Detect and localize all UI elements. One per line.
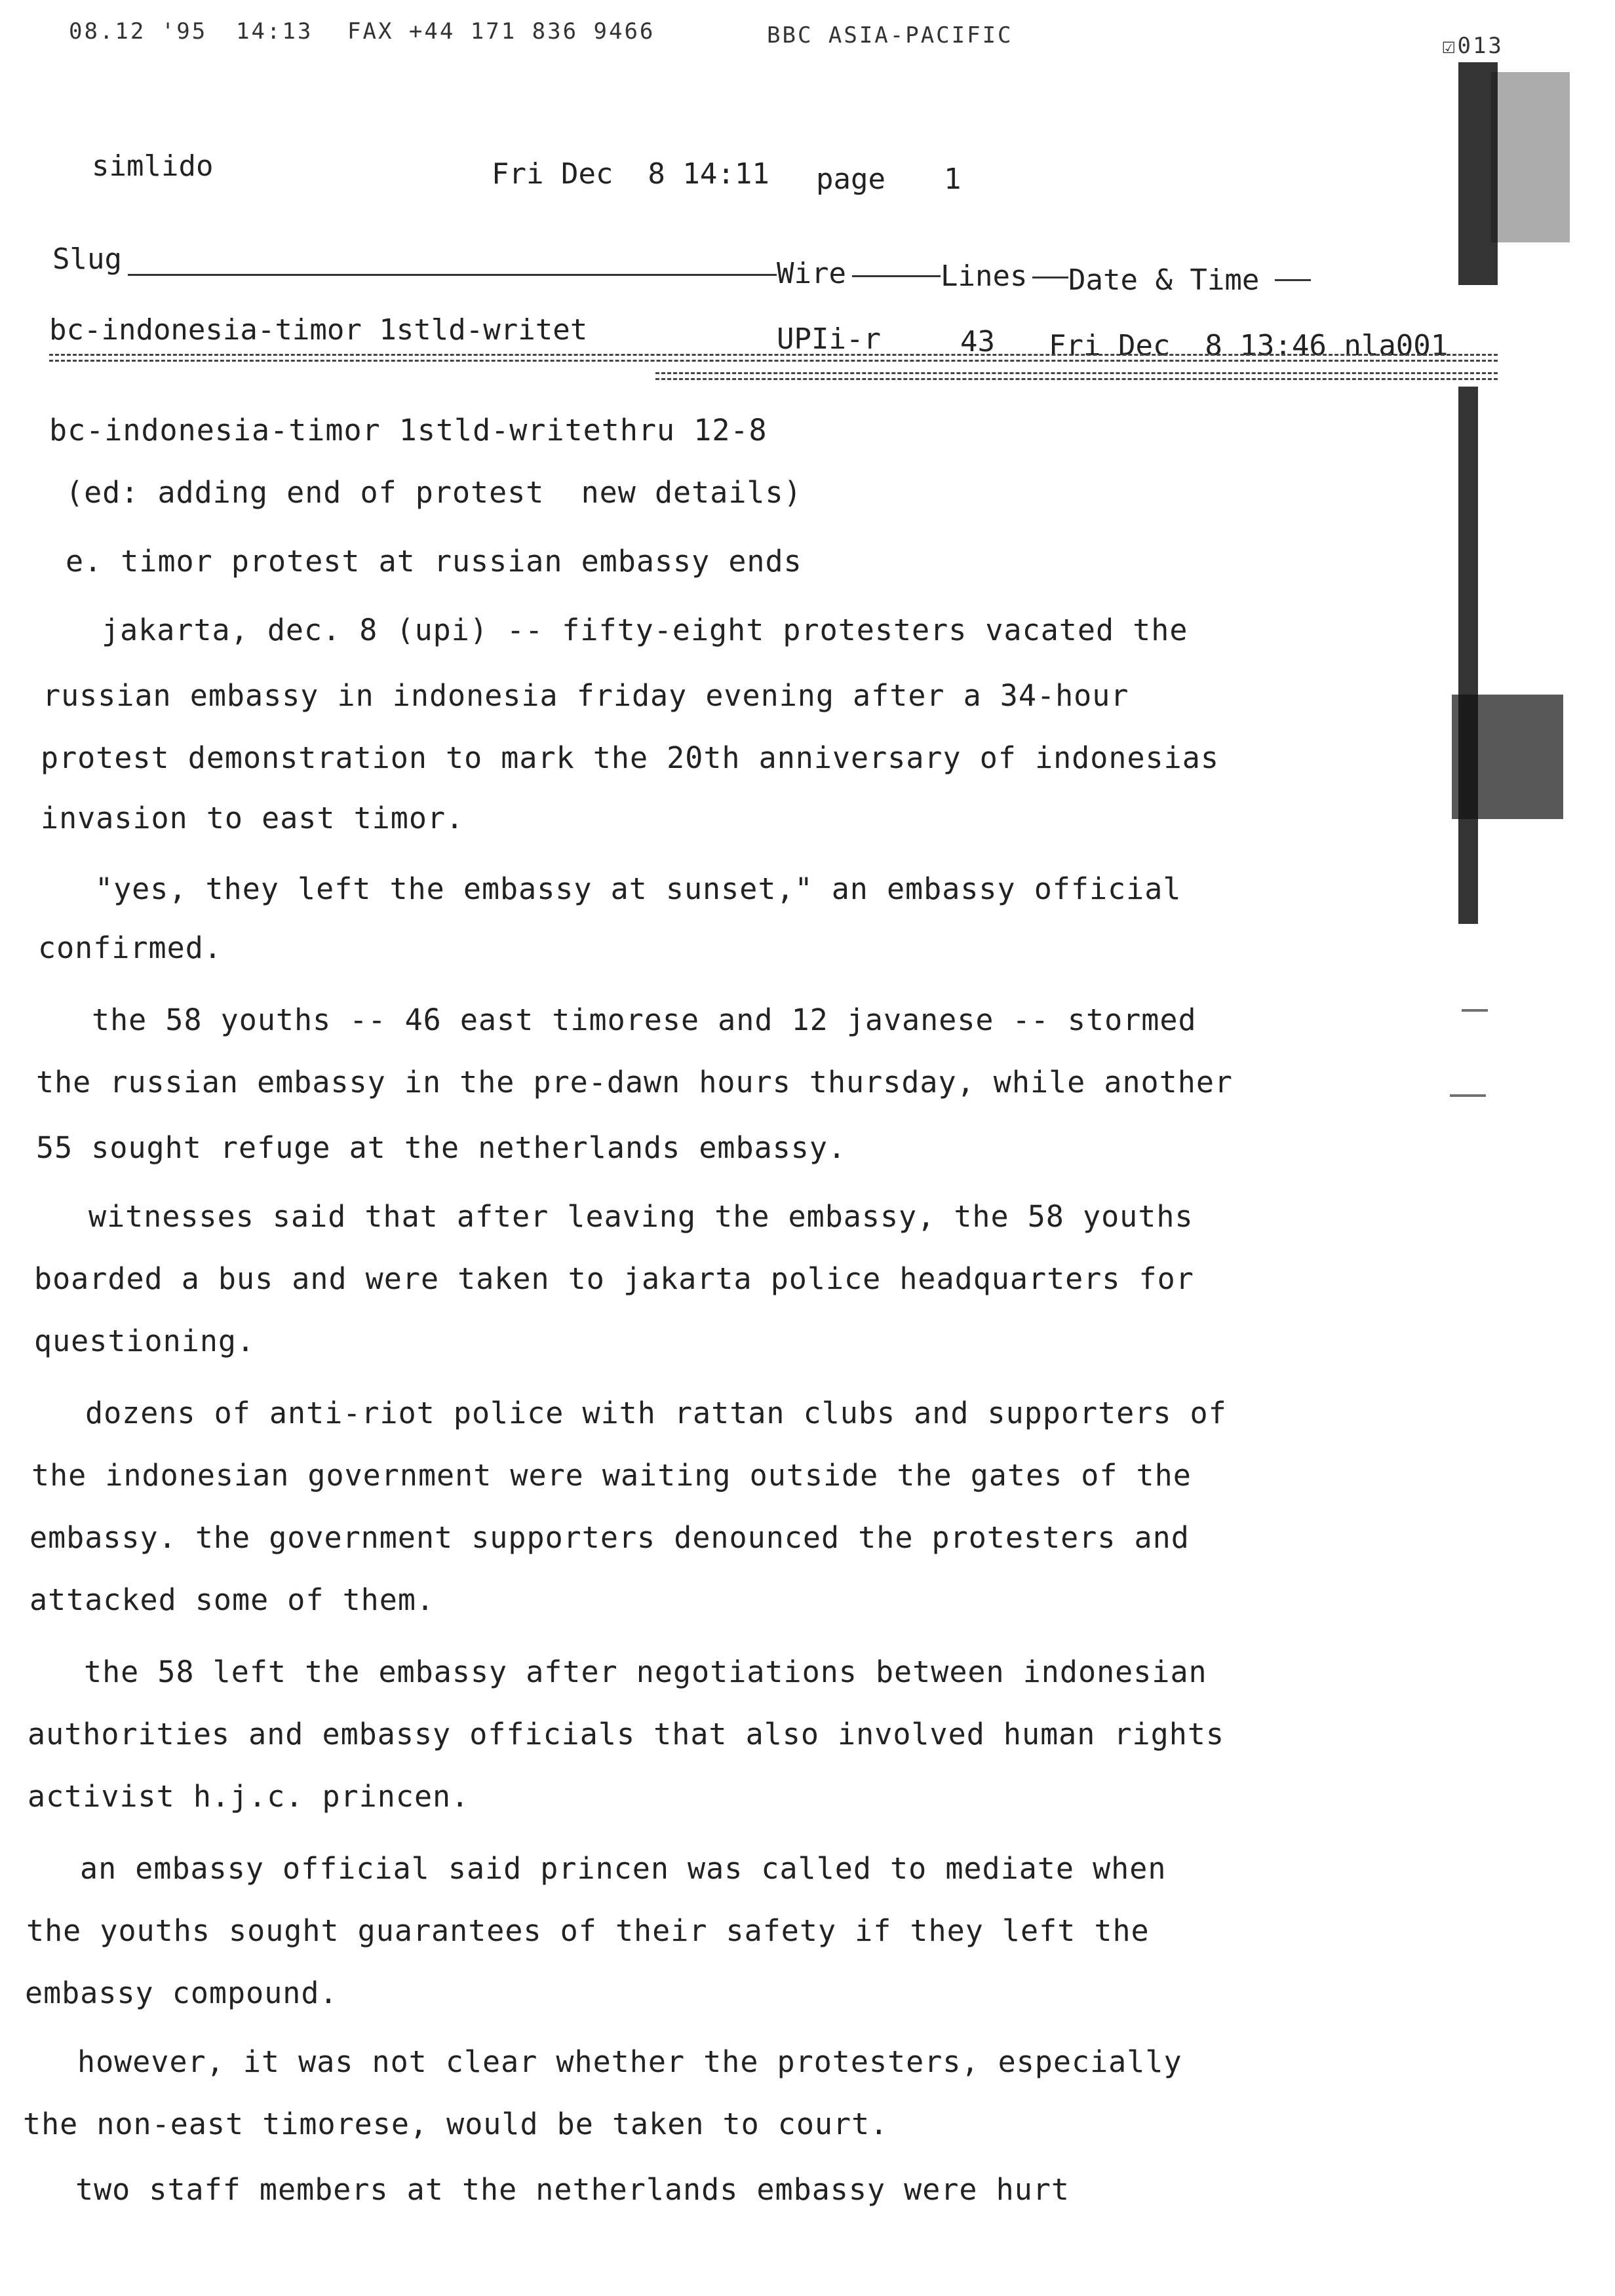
story-line: the russian embassy in the pre-dawn hours thursday, while another bbox=[36, 1065, 1233, 1100]
story-line: russian embassy in indonesia friday evening after a 34-hour bbox=[43, 678, 1129, 713]
story-line: protest demonstration to mark the 20th anniversary of indonesias bbox=[41, 740, 1219, 775]
story-line: invasion to east timor. bbox=[41, 801, 465, 835]
fax-time: 14:13 bbox=[236, 18, 313, 45]
scan-mark bbox=[1450, 1094, 1486, 1097]
fax-date: 08.12 '95 bbox=[69, 18, 208, 45]
print-user: simlido bbox=[92, 149, 214, 183]
scan-smudge bbox=[1458, 387, 1478, 924]
lines-rule bbox=[1032, 277, 1068, 278]
datetime-rule bbox=[1275, 279, 1311, 281]
datetime-value: Fri Dec 8 13:46 nla001 bbox=[1049, 329, 1449, 362]
story-line: dozens of anti-riot police with rattan clubs and supporters of bbox=[85, 1396, 1227, 1430]
story-line: an embassy official said princen was called to mediate when bbox=[80, 1851, 1167, 1886]
wire-label: Wire bbox=[777, 257, 846, 290]
story-line: authorities and embassy officials that also involved human rights bbox=[28, 1717, 1224, 1751]
headline: e. timor protest at russian embassy ends bbox=[66, 544, 802, 579]
story-line: however, it was not clear whether the protesters, especially bbox=[77, 2044, 1182, 2079]
story-line: questioning. bbox=[34, 1324, 256, 1358]
fax-sender: BBC ASIA-PACIFIC bbox=[767, 22, 1013, 48]
fax-page-number: ☑013 bbox=[1442, 33, 1504, 59]
fax-number: FAX +44 171 836 9466 bbox=[347, 18, 655, 45]
checkbox-icon: ☑ bbox=[1442, 33, 1458, 59]
print-date: Fri Dec 8 14:11 bbox=[492, 157, 769, 191]
story-line: the 58 youths -- 46 east timorese and 12 javanese -- stormed bbox=[92, 1003, 1197, 1037]
wire-value: UPIi-r bbox=[777, 322, 881, 356]
story-line: embassy. the government supporters denounced the protesters and bbox=[29, 1520, 1190, 1555]
editor-note: (ed: adding end of protest new details) bbox=[66, 475, 802, 510]
double-divider bbox=[49, 354, 1498, 362]
double-divider bbox=[655, 372, 1498, 380]
wire-rule bbox=[852, 275, 941, 277]
scan-smudge bbox=[1452, 695, 1563, 819]
slug-rule bbox=[128, 274, 777, 276]
datetime-label: Date & Time bbox=[1068, 263, 1260, 297]
story-line: the non-east timorese, would be taken to court. bbox=[23, 2107, 889, 2141]
story-line: witnesses said that after leaving the embassy, the 58 youths bbox=[88, 1199, 1194, 1234]
story-line: "yes, they left the embassy at sunset," an embassy official bbox=[95, 871, 1182, 906]
story-line: boarded a bus and were taken to jakarta police headquarters for bbox=[34, 1261, 1194, 1296]
story-line: the 58 left the embassy after negotiations between indonesian bbox=[84, 1655, 1207, 1689]
story-line: attacked some of them. bbox=[29, 1582, 435, 1617]
story-line: activist h.j.c. princen. bbox=[28, 1779, 470, 1814]
print-page-label: page bbox=[816, 163, 885, 196]
story-line: embassy compound. bbox=[25, 1976, 338, 2010]
slug-value: bc-indonesia-timor 1stld-writet bbox=[49, 313, 588, 347]
scan-mark bbox=[1462, 1009, 1488, 1012]
lines-label: Lines bbox=[941, 259, 1028, 293]
story-line: the indonesian government were waiting outside the gates of the bbox=[31, 1458, 1192, 1493]
print-page-number: 1 bbox=[944, 163, 962, 196]
lines-value: 43 bbox=[960, 325, 995, 358]
story-line: confirmed. bbox=[38, 930, 222, 965]
story-line: 55 sought refuge at the netherlands embassy. bbox=[36, 1130, 847, 1165]
story-line: two staff members at the netherlands embassy were hurt bbox=[75, 2172, 1070, 2207]
slug-label: Slug bbox=[52, 242, 122, 276]
scan-smudge bbox=[1491, 72, 1570, 242]
story-line: the youths sought guarantees of their safety if they left the bbox=[26, 1913, 1150, 1948]
story-line: jakarta, dec. 8 (upi) -- fifty-eight protesters vacated the bbox=[102, 613, 1188, 647]
story-slug: bc-indonesia-timor 1stld-writethru 12-8 bbox=[49, 413, 768, 448]
